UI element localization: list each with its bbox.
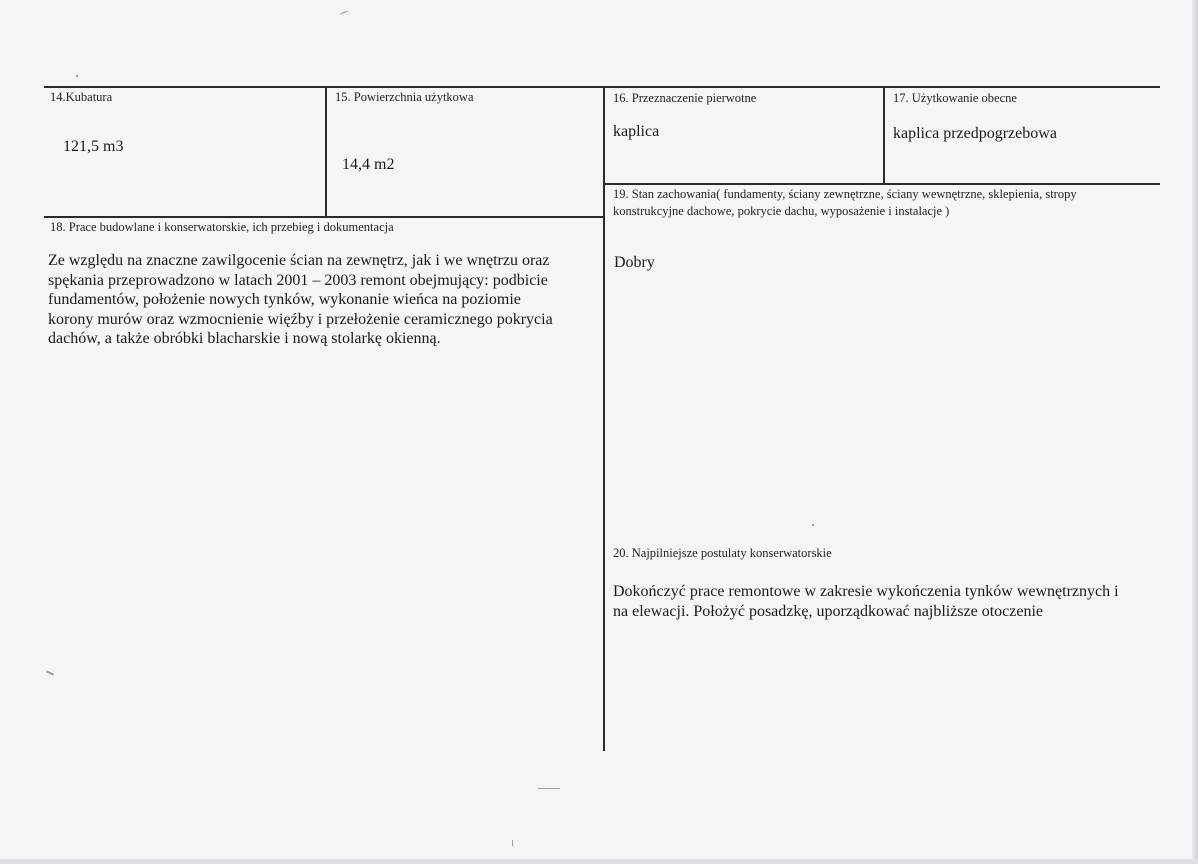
top-rule — [44, 86, 1160, 88]
prace-text — [48, 251, 598, 349]
uzytkowanie-label: 17. Użytkowanie obecne — [893, 91, 1017, 105]
stan-label-line-2: konstrukcyjne dachowe, pokrycie dachu, wyposażenie i instalacje ) — [613, 204, 950, 218]
prace-label: 18. Prace budowlane i konserwatorskie, ich przebieg i dokumentacja — [50, 220, 394, 234]
stan-value: Dobry — [614, 254, 655, 271]
scan-edge-bottom — [0, 859, 1198, 864]
prace-line-3: fundamentów, położenie nowych tynków, wykonanie wieńca na poziomie — [48, 291, 521, 309]
powierzchnia-value: 14,4 m2 — [342, 156, 395, 173]
prace-line-4: korony murów oraz wzmocnienie więźby i przełożenie ceramicznego pokrycia — [48, 310, 553, 328]
vrule-14-15 — [325, 87, 327, 217]
prace-line-5: dachów, a także obróbki blacharskie i nową stolarkę okienną. — [48, 330, 441, 348]
vrule-15-16 — [603, 87, 605, 751]
vrule-16-17 — [883, 87, 885, 183]
scan-speck — [340, 11, 348, 15]
scan-speck — [538, 788, 560, 789]
kubatura-value: 121,5 m3 — [63, 138, 124, 155]
hrule-18 — [44, 216, 604, 218]
uzytkowanie-value: kaplica przedpogrzebowa — [893, 125, 1057, 142]
scan-speck — [812, 524, 814, 526]
postulaty-line-2: na elewacji. Położyć posadzkę, uporządkować najbliższe otoczenie — [613, 602, 1044, 620]
powierzchnia-label: 15. Powierzchnia użytkowa — [335, 90, 474, 104]
postulaty-text — [613, 582, 1158, 621]
scan-speck — [76, 75, 78, 77]
scan-speck — [512, 840, 513, 846]
kubatura-label: 14.Kubatura — [50, 90, 113, 104]
stan-label-line-1: 19. Stan zachowania( fundamenty, ściany zewnętrzne, ściany wewnętrzne, sklepienia, stropy — [613, 187, 1077, 201]
prace-line-2: spękania przeprowadzono w latach 2001 – 2003 remont obejmujący: podbicie — [48, 271, 548, 289]
hrule-19 — [604, 183, 1160, 185]
scan-edge-right — [1192, 0, 1198, 864]
prace-line-1: Ze względu na znaczne zawilgocenie ścian na zewnętrz, jak i we wnętrzu oraz — [48, 252, 550, 269]
postulaty-label: 20. Najpilniejsze postulaty konserwatorskie — [613, 546, 832, 560]
przeznaczenie-label: 16. Przeznaczenie pierwotne — [613, 91, 757, 105]
przeznaczenie-value: kaplica — [613, 123, 660, 140]
scan-speck — [46, 670, 54, 675]
postulaty-line-1: Dokończyć prace remontowe w zakresie wykończenia tynków wewnętrznych i — [613, 583, 1119, 600]
